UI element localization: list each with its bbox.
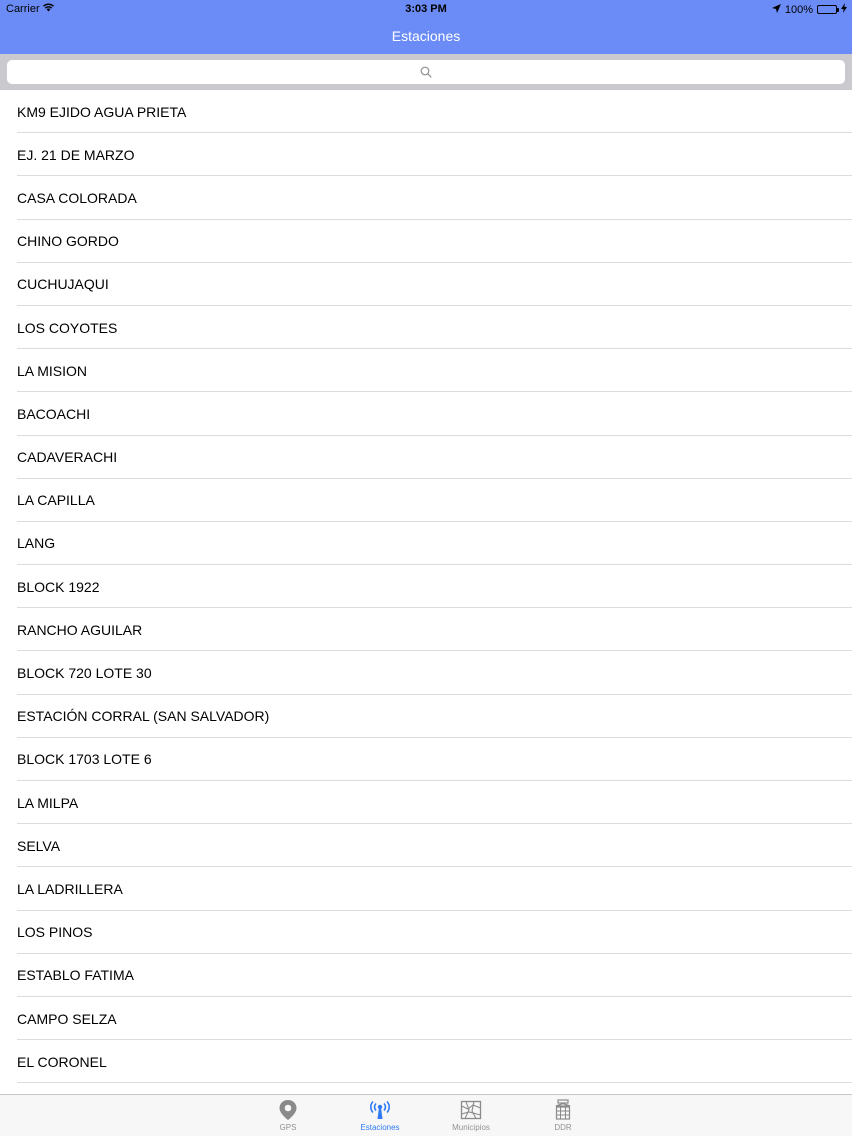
station-name: CUCHUJAQUI — [17, 276, 109, 293]
navigation-bar — [0, 18, 852, 54]
tab-label: DDR — [554, 1123, 572, 1132]
station-name: CHINO GORDO — [17, 233, 119, 250]
building-icon — [554, 1098, 572, 1122]
tab-label: Municipios — [452, 1123, 490, 1132]
location-arrow-icon — [772, 4, 781, 16]
station-row[interactable] — [0, 263, 852, 306]
station-row[interactable] — [0, 565, 852, 608]
station-name: BACOACHI — [17, 405, 91, 422]
station-row[interactable] — [0, 608, 852, 651]
station-name: EJ. 21 DE MARZO — [17, 146, 135, 163]
battery-icon — [817, 5, 837, 14]
tab-ddr[interactable] — [528, 1098, 598, 1136]
station-row[interactable] — [0, 997, 852, 1040]
station-name: CADAVERACHI — [17, 449, 118, 466]
station-row[interactable] — [0, 824, 852, 867]
station-row[interactable] — [0, 220, 852, 263]
station-row[interactable] — [0, 306, 852, 349]
station-row[interactable] — [0, 738, 852, 781]
tab-municipios[interactable] — [436, 1098, 506, 1136]
search-input[interactable] — [7, 60, 845, 84]
carrier-label: Carrier — [6, 3, 40, 15]
search-bar — [0, 54, 852, 90]
station-name: LA LADRILLERA — [17, 880, 123, 897]
station-row[interactable] — [0, 911, 852, 954]
station-name: LA MILPA — [17, 794, 79, 811]
station-name: LOS PINOS — [17, 924, 93, 941]
station-name: LA MISION — [17, 362, 88, 379]
station-row[interactable] — [0, 176, 852, 219]
station-name: LANG — [17, 535, 56, 552]
station-row[interactable] — [0, 90, 852, 133]
station-name: BLOCK 1922 — [17, 578, 100, 595]
station-row[interactable] — [0, 651, 852, 694]
tab-gps[interactable] — [253, 1098, 323, 1136]
station-name: ESTACIÓN CORRAL (SAN SALVADOR) — [17, 708, 270, 725]
map-pin-icon — [278, 1098, 298, 1122]
charging-bolt-icon — [841, 3, 847, 16]
station-name: RANCHO AGUILAR — [17, 621, 143, 638]
station-row[interactable] — [0, 133, 852, 176]
tab-estaciones[interactable] — [345, 1098, 415, 1136]
antenna-icon — [369, 1098, 391, 1122]
station-name: CASA COLORADA — [17, 189, 137, 206]
station-name: ESTABLO FATIMA — [17, 967, 134, 984]
battery-percent: 100% — [784, 3, 813, 16]
status-right — [772, 3, 847, 16]
station-row[interactable] — [0, 954, 852, 997]
station-name: SELVA — [17, 837, 61, 854]
tab-label: Estaciones — [360, 1123, 400, 1132]
tab-bar — [0, 1094, 852, 1136]
station-list — [0, 90, 852, 1095]
search-field[interactable] — [7, 60, 845, 84]
map-icon — [460, 1098, 482, 1122]
station-name: EL CORONEL — [17, 1053, 107, 1070]
status-bar — [0, 0, 852, 18]
station-name: LA CAPILLA — [17, 492, 95, 509]
station-name: LOS COYOTES — [17, 319, 118, 336]
page-title: Estaciones — [391, 28, 461, 44]
station-row[interactable] — [0, 695, 852, 738]
station-name: BLOCK 720 LOTE 30 — [17, 665, 152, 682]
station-row[interactable] — [0, 479, 852, 522]
station-row[interactable] — [0, 1040, 852, 1083]
station-row[interactable] — [0, 867, 852, 910]
station-row[interactable] — [0, 522, 852, 565]
station-row[interactable] — [0, 349, 852, 392]
station-name: KM9 EJIDO AGUA PRIETA — [17, 103, 187, 120]
station-row[interactable] — [0, 392, 852, 435]
station-name: BLOCK 1703 LOTE 6 — [17, 751, 152, 768]
tab-label: GPS — [279, 1123, 297, 1132]
station-row[interactable] — [0, 781, 852, 824]
station-row[interactable] — [0, 436, 852, 479]
station-name: CAMPO SELZA — [17, 1010, 117, 1027]
status-time: 3:03 PM — [405, 3, 447, 15]
